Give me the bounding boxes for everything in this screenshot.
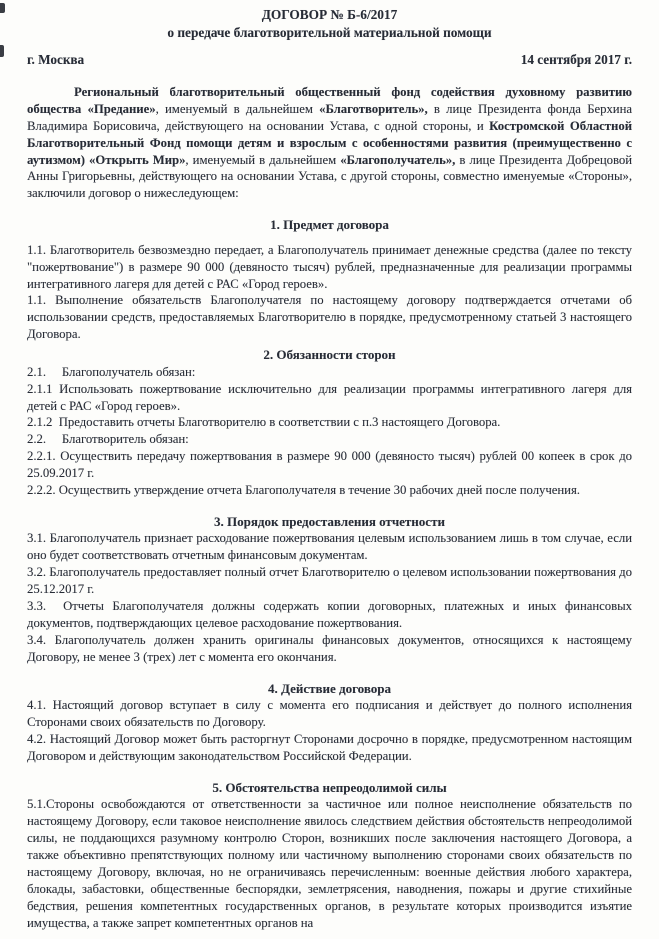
document-subtitle: о передаче благотворительной материальной помощи xyxy=(167,24,492,40)
document-city: г. Москва xyxy=(27,52,85,67)
document-title: ДОГОВОР № Б-6/2017 xyxy=(261,7,398,22)
clause-1-1-duplicate: 1.1. Выполнение обязательств Благополучателя по настоящему договору подтверждается отчетами об использовании средств, предоставляемых Благотворителю в порядке, предусмотренному статьей 3 настоящего Договора. xyxy=(27,293,632,342)
document-date: 14 сентября 2017 г. xyxy=(520,52,632,67)
clause-3-3: 3.3. Отчеты Благополучателя должны содержать копии договорных, платежных и иных финансовых документов, подтверждающих целевое расходование пожертвования. xyxy=(27,599,632,630)
text-segment: Костромской Областной Благотворительный Фонд помощи детям и взрослым с особенностями развития (преимущественно с аутизмом) «Открыть Мир» xyxy=(27,118,633,167)
clause-3-1: 3.1. Благополучатель признает расходование пожертвования целевым использованием лишь в том случае, если оно будет соответствовать отчетным финансовым документам. xyxy=(27,531,632,563)
clause-3-4: 3.4. Благополучатель должен хранить оригиналы финансовых документов, относящихся к настоящему Договору, не менее 3 (трех) лет с момента его окончания. xyxy=(27,632,632,664)
section-1-heading: 1. Предмет договора xyxy=(270,217,389,233)
clause-2-1: 2.1. Благополучатель обязан: xyxy=(27,364,196,379)
section-5-heading: 5. Обстоятельства непреодолимой силы xyxy=(212,779,447,795)
clause-2-2: 2.2. Благотворитель обязан: xyxy=(27,432,189,447)
scan-artifact xyxy=(0,45,4,57)
clause-4-1: 4.1. Настоящий договор вступает в силу с момента его подписания и действует до полного исполнения Сторонами своих обязательств по Договору. xyxy=(27,698,632,730)
scan-artifact xyxy=(0,3,5,13)
clause-2-1-1: 2.1.1 Использовать пожертвование исключительно для реализации программы интегративного лагеря для детей с РАС «Город героев». xyxy=(27,381,632,413)
clause-4-2: 4.2. Настоящий Договор может быть расторгнут Сторонами досрочно в порядке, предусмотренном настоящим Договором и действующим законодательством Российской Федерации. xyxy=(27,732,632,763)
text-segment: , именуемый в дальнейшем xyxy=(185,152,341,167)
text-segment: Региональный благотворительный общественный фонд содействия духовному развитию общества «Предание» xyxy=(27,84,632,116)
clause-2-1-2: 2.1.2 Предоставить отчеты Благотворителю в соответствии с п.3 настоящего Договора. xyxy=(27,415,501,430)
text-segment: «Благотворитель», xyxy=(319,101,428,116)
section-3-heading: 3. Порядок предоставления отчетности xyxy=(214,513,445,529)
text-segment: «Благополучатель», xyxy=(340,152,456,167)
clause-3-2: 3.2. Благополучатель предоставляет полный отчет Благотворителю о целевом использовании пожертвования до 25.12.2017 г. xyxy=(27,565,632,597)
section-4-heading: 4. Действие договора xyxy=(267,680,392,696)
clause-2-2-1: 2.2.1. Осуществить передачу пожертвования в размере 90 000 (девяносто тысяч) рублей 00 копеек в срок до 25.09.2017 г. xyxy=(27,449,632,481)
intro-paragraph xyxy=(27,84,632,202)
meta-row xyxy=(27,52,632,69)
clause-5-1: 5.1.Стороны освобождаются от ответственности за частичное или полное неисполнение обязательств по настоящему Договору, если таковое неисполнение явилось следствием действия обстоятельств непреодолимой силы, не поддающихся разумному контролю Сторон, возникших после заключения настоящего Договора, а также объективно препятствующих полному или частичному выполнению сторонами своих обязательств по настоящему Договору, включая, но не ограничиваясь перечисленным: военные действия любого характера, блокады, забастовки, общественные беспорядки, землетрясения, наводнения, пожары и другие стихийные бедствия, решения компетентных государственных органов, в результате которых производится изъятие имущества, а также запрет компетентных органов на xyxy=(27,797,632,930)
section-2-heading: 2. Обязанности сторон xyxy=(263,347,396,363)
text-segment: , именуемый в дальнейшем xyxy=(155,101,320,116)
clause-1-1: 1.1. Благотворитель безвозмездно передает, а Благополучатель принимает денежные средства (далее по тексту "пожертвование") в размере 90 000 (девяносто тысяч) рублей, предназначенные для реализации программы интегративного лагеря для детей с РАС «Город героев». xyxy=(27,242,632,291)
text-segment: в лице Президента фонда Берхина Владимира Борисовича, действующего на основании Устава, с одной стороны, и xyxy=(27,101,633,133)
clause-2-2-2: 2.2.2. Осуществить утверждение отчета Благополучателя в течение 30 рабочих дней после получения. xyxy=(27,483,580,498)
text-segment: в лице Президента Добрецовой Анны Григорьевны, действующего на основании Устава, с другой стороны, совместно именуемые «Стороны», заключили договор о нижеследующем: xyxy=(27,152,633,201)
